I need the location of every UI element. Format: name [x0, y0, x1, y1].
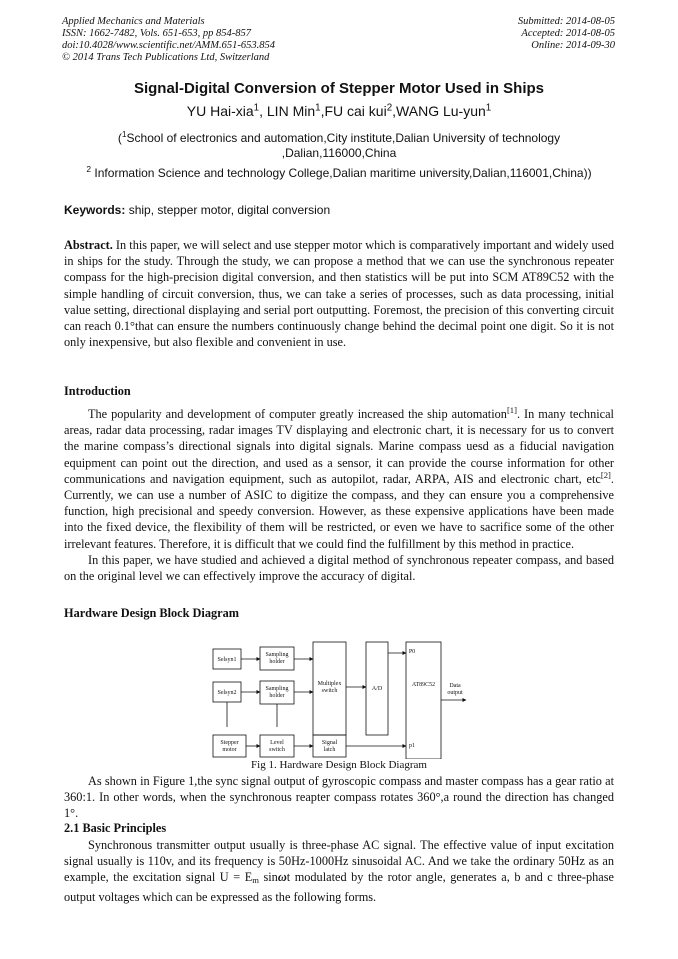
label-stepper-1: Stepper — [220, 740, 239, 746]
text-run: t modulated by the rotor angle, generates a, b and c three-phase output voltages which can be expressed as the following forms. — [64, 870, 614, 904]
label-mux-2: switch — [321, 688, 338, 694]
figure-explanation — [64, 773, 614, 822]
author: LIN Min — [266, 103, 316, 119]
author-affil-mark: 1 — [485, 102, 492, 114]
label-selsyn2: Selsyn2 — [217, 690, 237, 696]
affil-text: Information Science and technology College,Dalian maritime university,Dalian,116001,China)) — [91, 166, 592, 180]
label-output-2: output — [447, 690, 463, 696]
author: YU Hai-xia — [186, 103, 254, 119]
text-run: sin — [258, 870, 278, 885]
paper-title: Signal-Digital Conversion of Stepper Motor Used in Ships — [133, 80, 545, 97]
text-run: Synchronous transmitter output usually is three-phase AC signal. The effective value of input excitation signal usually is 110v, and its frequency is 50Hz-1000Hz sinusoidal AC. And we take the ordinary 50Hz as an example, the excitation signal U = E — [64, 838, 614, 885]
journal-name: Applied Mechanics and Materials — [62, 16, 205, 27]
hardware-block-diagram — [208, 637, 470, 759]
label-mux-1: Multiplex — [317, 681, 342, 687]
issn-line: ISSN: 1662-7482, Vols. 651-653, pp 854-857 — [62, 28, 251, 39]
block-stepper-motor — [213, 735, 246, 757]
affil-mark: 2 — [86, 164, 92, 174]
affil-text: School of electronics and automation,City institute,Dalian University of technology ,Dalian,116000,China — [126, 131, 561, 160]
label-p0: P0 — [408, 649, 416, 655]
intro-paragraph-2: In this paper, we have studied and achieved a digital method of synchronous repeater compass, and based on the original level we can effectively improve the accuracy of digital. — [64, 552, 614, 584]
abstract-text: In this paper, we will select and use stepper motor which is comparatively important and widely used in ships for the study. Through the study, we can propose a method that we can use the synchronous repeater compass for the high-precision digital conversion, and then statistics will be put into SCM AT89C52 with the simple handling of circuit conversion, thus, we can take a series of processes, such as data processing, initial value setting, directional displaying and serial port outputting. Foremost, the precision of this converting circuit can reach 0.1°that can ensure the numbers continuously change behind the decimal point one digit. So it is not only inexpensive, but also flexible and convenient in use. — [64, 238, 614, 350]
keywords-text: ship, stepper motor, digital conversion — [125, 203, 331, 217]
author-list — [0, 103, 678, 119]
doi-line[interactable]: doi:10.4028/www.scientific.net/AMM.651-653.854 — [62, 40, 275, 51]
author-separator: , — [259, 103, 267, 119]
basic-principles-heading: 2.1 Basic Principles — [64, 821, 167, 835]
header-right — [518, 16, 615, 52]
figure-caption: Fig 1. Hardware Design Block Diagram — [251, 759, 427, 771]
basic-paragraph — [64, 837, 614, 905]
abstract-label: Abstract. — [64, 238, 113, 252]
label-latch-2: latch — [323, 747, 336, 753]
label-sampling1-2: holder — [269, 659, 285, 665]
author: WANG Lu-yun — [396, 103, 486, 119]
author-affil-mark: 1 — [253, 102, 260, 114]
label-level-2: switch — [269, 747, 285, 753]
author-affil-mark: 1 — [315, 102, 321, 114]
label-ad: A/D — [371, 686, 383, 692]
abstract — [64, 237, 614, 350]
author-separator: , — [320, 103, 325, 119]
introduction-heading: Introduction — [64, 384, 131, 398]
explanation-paragraph: As shown in Figure 1,the sync signal output of gyroscopic compass and master compass has a gear ratio at 360:1. In other words, when the synchronous reapter compass rotates 360°,a round the direction has changed 1°. — [64, 774, 614, 821]
label-latch-1: Signal — [321, 740, 338, 746]
affil-paren: ( — [117, 131, 122, 145]
citation-1: [1] — [506, 404, 517, 415]
author-affil-mark: 2 — [386, 102, 393, 114]
subscript-m: m — [252, 875, 259, 886]
keywords — [64, 203, 330, 217]
text-run: . Currently, we can use a number of ASIC to digitize the compass, and they can ensure you a comprehensive function, high precisional and speedy conversion. However, as these expensive applications have been made into the fixed device, the flexibility of them will be restricted, or even we have to sacrifice some of the other irrelevant features. Therefore, it is difficult that we could find the fulfillment by this method in practice. — [64, 471, 614, 551]
block-signal-latch — [313, 735, 346, 757]
author: FU cai kui — [324, 103, 387, 119]
keywords-label: Keywords: — [64, 203, 126, 217]
label-selsyn1: Selsyn1 — [217, 657, 237, 663]
label-sampling2-1: Sampling — [265, 686, 289, 692]
affiliation-2 — [40, 166, 638, 180]
block-level-switch — [260, 735, 294, 757]
header-left — [62, 16, 275, 64]
label-stepper-2: motor — [222, 747, 237, 753]
label-output-1: Data — [449, 683, 461, 689]
omega-symbol: ω — [277, 870, 287, 885]
label-p1: p1 — [409, 743, 415, 749]
accepted-date: Accepted: 2014-08-05 — [521, 28, 615, 39]
hardware-heading: Hardware Design Block Diagram — [64, 606, 239, 620]
text-run: The popularity and development of computer greatly increased the ship automation — [88, 407, 507, 421]
affiliation-1 — [100, 131, 578, 161]
author-separator: , — [392, 103, 397, 119]
online-date: Online: 2014-09-30 — [531, 40, 615, 51]
copyright-line: © 2014 Trans Tech Publications Ltd, Switzerland — [62, 52, 270, 63]
introduction-body — [64, 406, 614, 584]
affil-mark: 1 — [121, 129, 127, 139]
label-sampling2-2: holder — [269, 693, 285, 699]
label-sampling1-1: Sampling — [265, 652, 289, 658]
intro-paragraph-1 — [64, 406, 614, 552]
label-mcu: AT89C52 — [411, 682, 436, 688]
citation-2: [2] — [600, 469, 611, 480]
text-run: . In many technical areas, radar data processing, radar images TV displaying and electronic chart, it is necessary for us to convert the marine compass’s directional signals into digital signals. Marine compass uesd as a fiducial navigation equipment can point out the direction, and used as a sensor, it can provide the course information for other communications and navigation equipment, such as autopilot, radar, ARPA, AIS and electronic chart, etc — [64, 407, 614, 486]
submitted-date: Submitted: 2014-08-05 — [517, 16, 615, 27]
label-level-1: Level — [270, 740, 284, 746]
block-at89c52 — [406, 642, 441, 759]
basic-principles-body — [64, 837, 614, 905]
